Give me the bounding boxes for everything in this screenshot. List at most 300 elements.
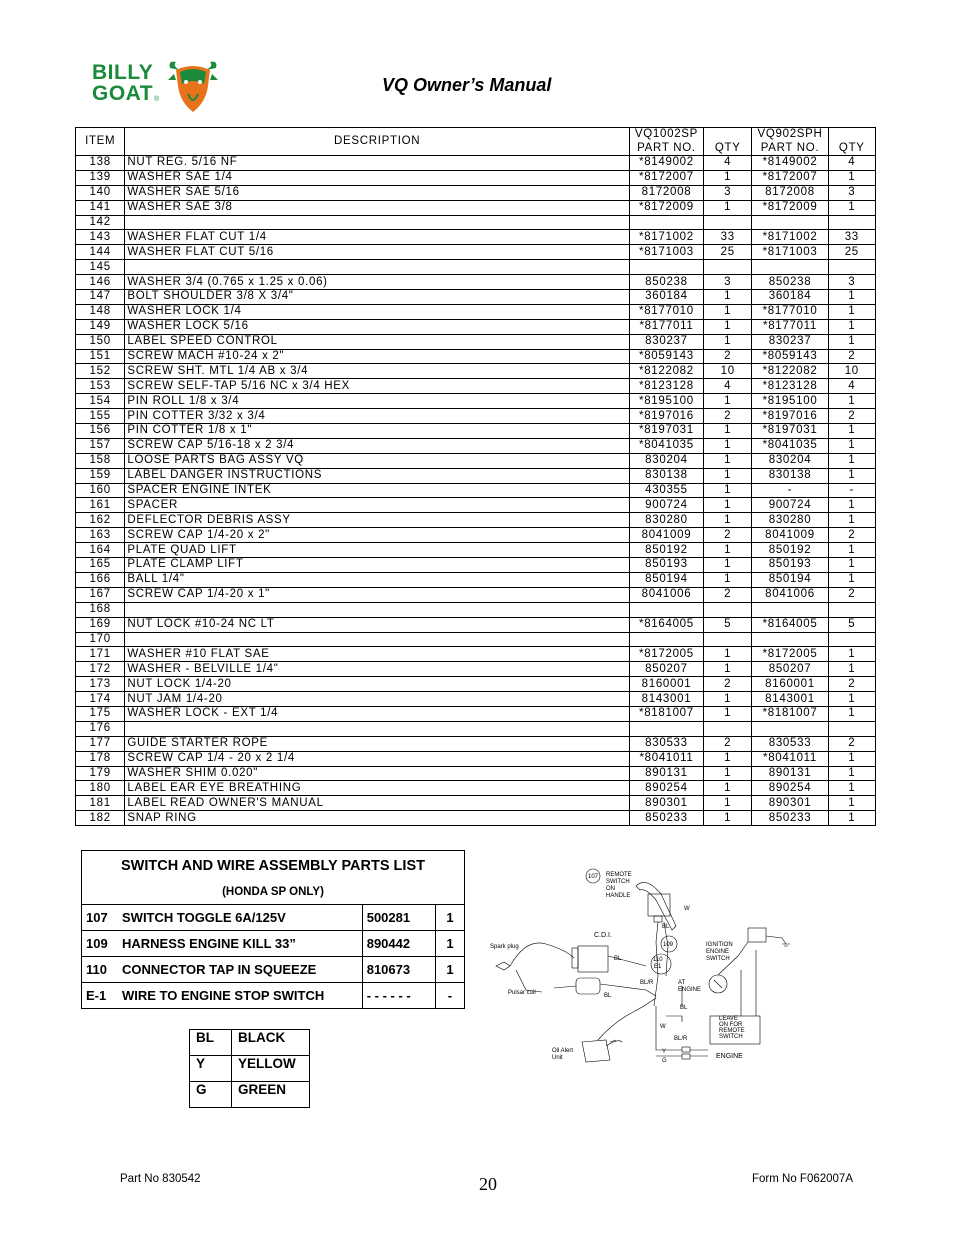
vq902sph-qty-cell: 2 (828, 736, 875, 751)
vq902sph-part-no-cell: 850233 (752, 811, 828, 826)
vq1002sp-part-no-cell: *8172009 (629, 200, 703, 215)
item-cell: 143 (76, 230, 125, 245)
color-code: BL (190, 1030, 232, 1056)
svg-text:ENGINE: ENGINE (706, 949, 730, 955)
vq902sph-qty-cell: 10 (828, 364, 875, 379)
vq902sph-part-no-cell: *8164005 (752, 617, 828, 632)
vq902sph-part-no-cell: *8177010 (752, 304, 828, 319)
description-cell: SCREW SHT. MTL 1/4 AB x 3/4 (125, 364, 630, 379)
color-legend-row (190, 1082, 310, 1108)
svg-text:HANDLE: HANDLE (606, 893, 631, 899)
switch-part-no: 810673 (362, 957, 435, 983)
vq902sph-qty-cell: 3 (828, 275, 875, 290)
table-row (76, 424, 876, 439)
switch-item-number: 110 (86, 962, 107, 977)
vq902sph-part-no-cell: 830533 (752, 736, 828, 751)
table-row (76, 364, 876, 379)
vq902sph-qty-cell: 1 (828, 513, 875, 528)
vq1002sp-part-no-cell: 850192 (629, 543, 703, 558)
vq1002sp-part-no-cell: 830533 (629, 736, 703, 751)
description-cell: SCREW CAP 1/4-20 x 2" (125, 528, 630, 543)
vq1002sp-qty-cell: 2 (704, 587, 752, 602)
parts-table (75, 127, 876, 826)
item-cell: 138 (76, 156, 125, 171)
vq1002sp-qty-cell: 2 (704, 528, 752, 543)
description-cell: WASHER LOCK 5/16 (125, 319, 630, 334)
description-cell: PLATE CLAMP LIFT (125, 558, 630, 573)
table-row (76, 751, 876, 766)
item-cell: 151 (76, 349, 125, 364)
vq902sph-part-no-cell: 8172008 (752, 185, 828, 200)
header-model1-pn: PART NO. (629, 142, 703, 156)
table-row (76, 617, 876, 632)
color-code: G (190, 1082, 232, 1108)
description-cell: SCREW SELF-TAP 5/16 NC x 3/4 HEX (125, 379, 630, 394)
table-row (76, 438, 876, 453)
vq902sph-part-no-cell: *8195100 (752, 394, 828, 409)
switch-list-body (82, 905, 465, 1009)
description-cell: NUT LOCK 1/4-20 (125, 677, 630, 692)
vq1002sp-qty-cell: 1 (704, 662, 752, 677)
description-cell (125, 721, 630, 736)
vq902sph-part-no-cell: *8177011 (752, 319, 828, 334)
vq1002sp-qty-cell: 1 (704, 543, 752, 558)
item-cell: 139 (76, 170, 125, 185)
vq1002sp-qty-cell: 1 (704, 468, 752, 483)
item-cell: 178 (76, 751, 125, 766)
vq1002sp-part-no-cell: *8059143 (629, 349, 703, 364)
item-cell: 141 (76, 200, 125, 215)
vq902sph-part-no-cell: *8197031 (752, 424, 828, 439)
item-cell: 162 (76, 513, 125, 528)
header-qty1: QTY (704, 142, 752, 156)
vq1002sp-qty-cell: 1 (704, 394, 752, 409)
vq1002sp-qty-cell: 1 (704, 498, 752, 513)
color-legend-row (190, 1030, 310, 1056)
vq1002sp-part-no-cell: *8171002 (629, 230, 703, 245)
table-row (76, 334, 876, 349)
table-row (76, 647, 876, 662)
switch-list-row (82, 957, 465, 983)
svg-text:SWITCH: SWITCH (606, 879, 630, 885)
description-cell: LABEL DANGER INSTRUCTIONS (125, 468, 630, 483)
vq902sph-qty-cell (828, 632, 875, 647)
vq902sph-qty-cell: 1 (828, 304, 875, 319)
switch-item-number: 107 (86, 910, 108, 925)
vq1002sp-part-no-cell: 830280 (629, 513, 703, 528)
vq902sph-part-no-cell: 890301 (752, 796, 828, 811)
item-cell: 168 (76, 602, 125, 617)
vq902sph-part-no-cell: *8059143 (752, 349, 828, 364)
description-cell: BOLT SHOULDER 3/8 X 3/4" (125, 290, 630, 305)
vq902sph-part-no-cell (752, 632, 828, 647)
switch-part-no: 890442 (362, 931, 435, 957)
switch-list-row (82, 983, 465, 1009)
switch-qty: - (435, 983, 464, 1009)
svg-text:Unit: Unit (552, 1055, 563, 1061)
description-cell: PIN COTTER 3/32 x 3/4 (125, 409, 630, 424)
vq902sph-part-no-cell (752, 602, 828, 617)
item-cell: 146 (76, 275, 125, 290)
svg-text:IGNITION: IGNITION (706, 942, 733, 948)
vq1002sp-part-no-cell (629, 721, 703, 736)
table-row (76, 706, 876, 721)
vq902sph-part-no-cell: 850193 (752, 558, 828, 573)
svg-text:BL/R: BL/R (640, 980, 654, 986)
vq902sph-qty-cell: 1 (828, 334, 875, 349)
table-row (76, 185, 876, 200)
item-cell: 176 (76, 721, 125, 736)
vq902sph-qty-cell: 1 (828, 170, 875, 185)
diagram-label-cdi: C.D.I. (594, 932, 612, 939)
svg-text:REMOTE: REMOTE (606, 872, 632, 878)
parts-table-header-row (76, 128, 876, 142)
vq1002sp-qty-cell: 1 (704, 647, 752, 662)
vq1002sp-part-no-cell: 8041009 (629, 528, 703, 543)
vq902sph-qty-cell: 2 (828, 409, 875, 424)
description-cell: WASHER LOCK 1/4 (125, 304, 630, 319)
svg-text:109: 109 (663, 942, 674, 948)
vq902sph-qty-cell: 1 (828, 319, 875, 334)
vq902sph-part-no-cell (752, 260, 828, 275)
table-row (76, 513, 876, 528)
color-code: Y (190, 1056, 232, 1082)
description-cell: SNAP RING (125, 811, 630, 826)
table-row (76, 409, 876, 424)
svg-text:BL: BL (662, 924, 670, 930)
item-cell: 172 (76, 662, 125, 677)
vq1002sp-part-no-cell (629, 602, 703, 617)
switch-item-description: SWITCH TOGGLE 6A/125V (122, 910, 286, 925)
vq902sph-qty-cell (828, 721, 875, 736)
svg-text:SWITCH: SWITCH (706, 956, 730, 962)
svg-text:SWITCH: SWITCH (719, 1034, 743, 1040)
switch-item-description: HARNESS ENGINE KILL 33” (122, 936, 296, 951)
vq1002sp-part-no-cell: 8143001 (629, 692, 703, 707)
vq1002sp-qty-cell: 1 (704, 796, 752, 811)
description-cell: WASHER FLAT CUT 5/16 (125, 245, 630, 260)
item-cell: 156 (76, 424, 125, 439)
vq1002sp-part-no-cell: 8041006 (629, 587, 703, 602)
vq1002sp-qty-cell: 1 (704, 751, 752, 766)
description-cell: WASHER SAE 5/16 (125, 185, 630, 200)
vq902sph-qty-cell: 25 (828, 245, 875, 260)
vq902sph-qty-cell: 1 (828, 572, 875, 587)
vq902sph-qty-cell: 1 (828, 558, 875, 573)
vq1002sp-part-no-cell: 830204 (629, 453, 703, 468)
vq1002sp-part-no-cell: *8172005 (629, 647, 703, 662)
switch-list-row (82, 905, 465, 931)
table-row (76, 796, 876, 811)
vq1002sp-qty-cell: 1 (704, 170, 752, 185)
description-cell (125, 632, 630, 647)
table-row (76, 811, 876, 826)
table-row (76, 766, 876, 781)
vq902sph-part-no-cell: *8171003 (752, 245, 828, 260)
vq1002sp-qty-cell: 1 (704, 558, 752, 573)
vq902sph-qty-cell: 1 (828, 453, 875, 468)
switch-item-cell (82, 983, 363, 1009)
switch-item-cell (82, 957, 363, 983)
vq902sph-part-no-cell: 360184 (752, 290, 828, 305)
item-cell: 161 (76, 498, 125, 513)
vq1002sp-part-no-cell: 830138 (629, 468, 703, 483)
item-cell: 154 (76, 394, 125, 409)
vq902sph-qty-cell: 4 (828, 156, 875, 171)
vq902sph-qty-cell: 1 (828, 766, 875, 781)
vq902sph-part-no-cell: *8197016 (752, 409, 828, 424)
table-row (76, 721, 876, 736)
color-name: YELLOW (232, 1056, 310, 1082)
vq1002sp-qty-cell: 1 (704, 483, 752, 498)
vq1002sp-part-no-cell: 360184 (629, 290, 703, 305)
vq902sph-qty-cell (828, 260, 875, 275)
vq902sph-part-no-cell: 8160001 (752, 677, 828, 692)
vq1002sp-part-no-cell: *8181007 (629, 706, 703, 721)
vq1002sp-part-no-cell: 900724 (629, 498, 703, 513)
vq1002sp-qty-cell: 2 (704, 349, 752, 364)
vq902sph-qty-cell: 1 (828, 424, 875, 439)
table-row (76, 275, 876, 290)
vq1002sp-part-no-cell: 890301 (629, 796, 703, 811)
switch-item-number: 109 (86, 936, 108, 951)
vq902sph-part-no-cell: 8041009 (752, 528, 828, 543)
vq1002sp-part-no-cell: *8197031 (629, 424, 703, 439)
vq902sph-part-no-cell: *8172007 (752, 170, 828, 185)
goat-head-icon (166, 58, 220, 114)
table-row (76, 349, 876, 364)
item-cell: 170 (76, 632, 125, 647)
switch-parts-list (81, 850, 465, 1009)
description-cell (125, 260, 630, 275)
item-cell: 179 (76, 766, 125, 781)
vq902sph-part-no-cell: *8181007 (752, 706, 828, 721)
svg-text:BL/R: BL/R (674, 1036, 688, 1042)
svg-text:ON FOR: ON FOR (719, 1022, 743, 1028)
vq902sph-part-no-cell: 850194 (752, 572, 828, 587)
vq902sph-part-no-cell: 830138 (752, 468, 828, 483)
vq902sph-part-no-cell: 850192 (752, 543, 828, 558)
switch-part-no: - - - - - - (362, 983, 435, 1009)
vq902sph-qty-cell: 2 (828, 528, 875, 543)
table-row (76, 156, 876, 171)
description-cell: BALL 1/4" (125, 572, 630, 587)
table-row (76, 304, 876, 319)
description-cell: LABEL SPEED CONTROL (125, 334, 630, 349)
vq1002sp-part-no-cell: *8177010 (629, 304, 703, 319)
vq1002sp-part-no-cell: *8171003 (629, 245, 703, 260)
vq1002sp-qty-cell (704, 602, 752, 617)
svg-text:BL: BL (604, 993, 612, 999)
item-cell: 163 (76, 528, 125, 543)
description-cell: SCREW CAP 5/16-18 x 2 3/4 (125, 438, 630, 453)
table-row (76, 260, 876, 275)
header-model2-pn: PART NO. (752, 142, 828, 156)
vq1002sp-qty-cell: 1 (704, 334, 752, 349)
vq1002sp-qty-cell: 25 (704, 245, 752, 260)
switch-part-no: 500281 (362, 905, 435, 931)
item-cell: 149 (76, 319, 125, 334)
vq902sph-qty-cell: 5 (828, 617, 875, 632)
description-cell: SCREW CAP 1/4-20 x 1" (125, 587, 630, 602)
diagram-label-oil-alert: Oil Alert (552, 1048, 574, 1054)
vq1002sp-qty-cell: 10 (704, 364, 752, 379)
table-row (76, 290, 876, 305)
diagram-label-spark-plug: Spark plug (490, 944, 519, 950)
vq902sph-qty-cell: 1 (828, 751, 875, 766)
color-name: BLACK (232, 1030, 310, 1056)
switch-item-cell (82, 931, 363, 957)
vq1002sp-part-no-cell: 430355 (629, 483, 703, 498)
switch-qty: 1 (435, 957, 464, 983)
vq902sph-qty-cell: 1 (828, 543, 875, 558)
description-cell: SPACER (125, 498, 630, 513)
switch-item-description: WIRE TO ENGINE STOP SWITCH (122, 988, 325, 1003)
table-row (76, 572, 876, 587)
footer-part-number: Part No 830542 (120, 1173, 201, 1185)
wiring-diagram (486, 866, 806, 1072)
vq1002sp-part-no-cell: 850233 (629, 811, 703, 826)
description-cell: PLATE QUAD LIFT (125, 543, 630, 558)
item-cell: 177 (76, 736, 125, 751)
vq902sph-qty-cell: 2 (828, 349, 875, 364)
header-qty2-top (828, 128, 875, 142)
vq1002sp-qty-cell: 2 (704, 736, 752, 751)
header-item: ITEM (76, 128, 125, 156)
table-row (76, 245, 876, 260)
logo-line1: BILLY (92, 61, 154, 84)
item-cell: 165 (76, 558, 125, 573)
item-cell: 174 (76, 692, 125, 707)
vq902sph-qty-cell: 1 (828, 647, 875, 662)
item-cell: 182 (76, 811, 125, 826)
table-row (76, 558, 876, 573)
item-cell: 153 (76, 379, 125, 394)
item-cell: 150 (76, 334, 125, 349)
table-row (76, 528, 876, 543)
logo-registered-mark: ® (154, 96, 160, 103)
color-legend-row (190, 1056, 310, 1082)
vq1002sp-part-no-cell (629, 260, 703, 275)
switch-item-description: CONNECTOR TAP IN SQUEEZE (122, 962, 317, 977)
table-row (76, 394, 876, 409)
description-cell: LOOSE PARTS BAG ASSY VQ (125, 453, 630, 468)
table-row (76, 587, 876, 602)
svg-text:W: W (660, 1024, 666, 1030)
vq1002sp-qty-cell: 1 (704, 766, 752, 781)
footer-form-number: Form No F062007A (752, 1173, 853, 1185)
vq902sph-part-no-cell: *8123128 (752, 379, 828, 394)
vq902sph-qty-cell: 2 (828, 587, 875, 602)
vq902sph-part-no-cell: 850238 (752, 275, 828, 290)
svg-text:W: W (684, 906, 690, 912)
vq1002sp-qty-cell: 1 (704, 513, 752, 528)
color-name: GREEN (232, 1082, 310, 1108)
wire-color-legend (189, 1029, 310, 1108)
vq1002sp-part-no-cell (629, 632, 703, 647)
description-cell: WASHER #10 FLAT SAE (125, 647, 630, 662)
item-cell: 171 (76, 647, 125, 662)
vq1002sp-qty-cell: 3 (704, 185, 752, 200)
vq902sph-part-no-cell: *8149002 (752, 156, 828, 171)
vq902sph-part-no-cell: *8172005 (752, 647, 828, 662)
parts-table-body (76, 156, 876, 826)
vq1002sp-part-no-cell: *8164005 (629, 617, 703, 632)
vq902sph-part-no-cell: *8041035 (752, 438, 828, 453)
table-row (76, 230, 876, 245)
vq1002sp-qty-cell: 1 (704, 572, 752, 587)
vq1002sp-qty-cell (704, 260, 752, 275)
vq902sph-qty-cell: 1 (828, 796, 875, 811)
table-row (76, 200, 876, 215)
vq902sph-part-no-cell: *8171002 (752, 230, 828, 245)
table-row (76, 632, 876, 647)
vq902sph-part-no-cell (752, 721, 828, 736)
description-cell: NUT LOCK #10-24 NC LT (125, 617, 630, 632)
svg-text:ENGINE: ENGINE (678, 987, 702, 993)
svg-text:ON: ON (606, 886, 615, 892)
vq1002sp-part-no-cell (629, 215, 703, 230)
item-cell: 160 (76, 483, 125, 498)
description-cell: LABEL READ OWNER'S MANUAL (125, 796, 630, 811)
item-cell: 159 (76, 468, 125, 483)
item-cell: 164 (76, 543, 125, 558)
table-row (76, 781, 876, 796)
vq902sph-qty-cell: 4 (828, 379, 875, 394)
vq902sph-part-no-cell: 830237 (752, 334, 828, 349)
billy-goat-logo (92, 58, 220, 114)
table-row (76, 543, 876, 558)
vq902sph-qty-cell: 1 (828, 290, 875, 305)
vq1002sp-qty-cell: 1 (704, 706, 752, 721)
vq1002sp-qty-cell: 1 (704, 811, 752, 826)
logo-line2: GOAT (92, 82, 154, 105)
table-row (76, 453, 876, 468)
vq902sph-qty-cell: 1 (828, 662, 875, 677)
vq1002sp-qty-cell: 1 (704, 290, 752, 305)
vq902sph-part-no-cell: 900724 (752, 498, 828, 513)
switch-list-subtitle: (HONDA SP ONLY) (82, 879, 465, 905)
vq1002sp-qty-cell: 3 (704, 275, 752, 290)
vq1002sp-qty-cell: 1 (704, 438, 752, 453)
table-row (76, 468, 876, 483)
table-row (76, 602, 876, 617)
description-cell: WASHER SAE 3/8 (125, 200, 630, 215)
description-cell: WASHER LOCK - EXT 1/4 (125, 706, 630, 721)
diagram-label-pulsar-coil: Pulsar coil (508, 990, 536, 996)
vq1002sp-qty-cell: 5 (704, 617, 752, 632)
table-row (76, 677, 876, 692)
vq902sph-part-no-cell: 850207 (752, 662, 828, 677)
vq1002sp-part-no-cell: *8195100 (629, 394, 703, 409)
vq902sph-part-no-cell: 890254 (752, 781, 828, 796)
vq902sph-part-no-cell: 8143001 (752, 692, 828, 707)
vq1002sp-qty-cell: 1 (704, 424, 752, 439)
description-cell: NUT REG. 5/16 NF (125, 156, 630, 171)
item-cell: 157 (76, 438, 125, 453)
vq902sph-part-no-cell: 830204 (752, 453, 828, 468)
vq902sph-qty-cell: 1 (828, 394, 875, 409)
vq902sph-qty-cell: 1 (828, 811, 875, 826)
vq1002sp-qty-cell: 2 (704, 677, 752, 692)
description-cell: WASHER 3/4 (0.765 x 1.25 x 0.06) (125, 275, 630, 290)
vq1002sp-qty-cell: 1 (704, 453, 752, 468)
vq1002sp-part-no-cell: 850193 (629, 558, 703, 573)
item-cell: 145 (76, 260, 125, 275)
vq1002sp-part-no-cell: 850194 (629, 572, 703, 587)
table-row (76, 498, 876, 513)
svg-text:BL: BL (614, 956, 622, 962)
